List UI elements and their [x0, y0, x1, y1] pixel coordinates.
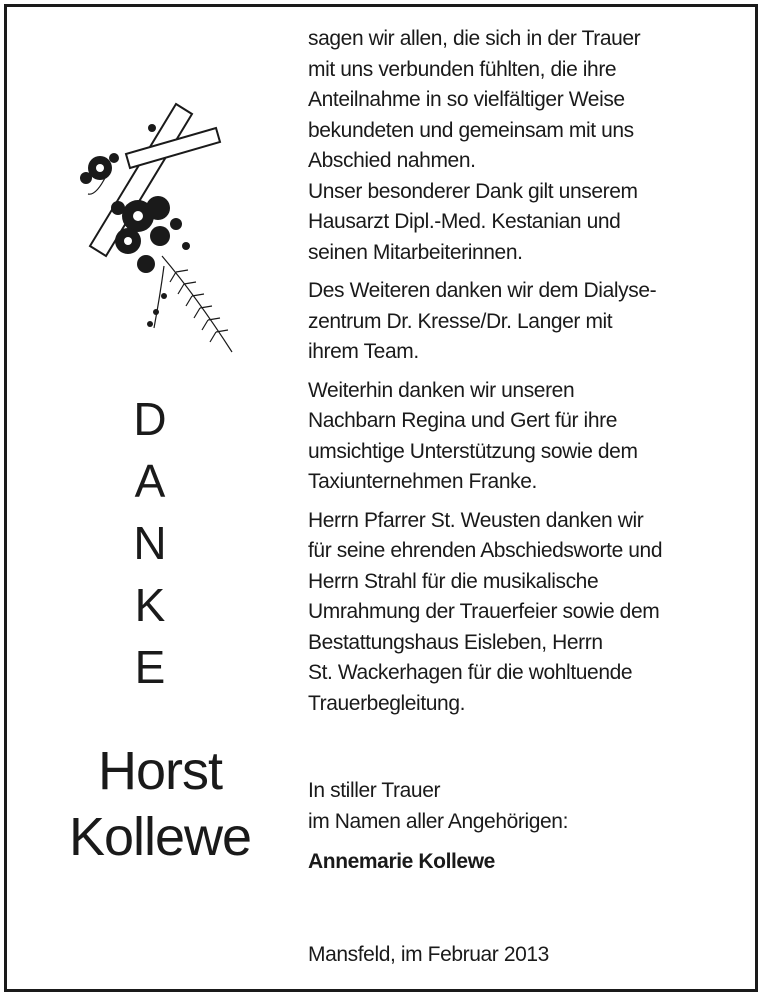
text-line: Hausarzt Dipl.-Med. Kestanian und — [308, 210, 621, 233]
paragraph-4 — [308, 506, 748, 720]
deceased-first-name: Horst — [97, 741, 222, 801]
text-line: im Namen aller Angehörigen: — [308, 809, 569, 833]
danke-letter: K — [134, 579, 166, 631]
text-line: Abschied nahmen. — [308, 149, 476, 172]
deceased-name — [30, 738, 290, 870]
text-line: seinen Mitarbeiterinnen. — [308, 240, 523, 264]
text-line: Anteilnahme in so vielfältiger Weise — [308, 88, 625, 111]
danke-letter: E — [134, 641, 166, 693]
text-line: umsichtige Unterstützung sowie dem — [308, 439, 638, 463]
deceased-last-name: Kollewe — [68, 807, 252, 867]
danke-letter: D — [133, 393, 167, 445]
text-line: mit uns verbunden fühlten, die ihre — [308, 57, 617, 81]
danke-letter: N — [133, 517, 167, 569]
text-line: ihrem Team. — [308, 340, 419, 363]
text-line: sagen wir allen, die sich in der Trauer — [308, 27, 641, 50]
paragraph-3 — [308, 376, 748, 498]
text-line: Nachbarn Regina und Gert für ihre — [308, 409, 617, 432]
text-line: Herrn Strahl für die musikalische — [308, 569, 599, 593]
danke-letter: A — [134, 455, 166, 507]
place-date: Mansfeld, im Februar 2013 — [308, 943, 549, 966]
text-line: In stiller Trauer — [308, 779, 441, 802]
signer-name: Annemarie Kollewe — [308, 850, 495, 873]
text-line: Taxiunternehmen Franke. — [308, 470, 537, 493]
text-line: bekundeten und gemeinsam mit uns — [308, 118, 634, 142]
text-line: Trauerbegleitung. — [308, 691, 466, 715]
text-line: Umrahmung der Trauerfeier sowie dem — [308, 600, 660, 623]
closing — [308, 776, 748, 878]
text-line: Weiterhin danken wir unseren — [308, 378, 575, 402]
text-line: Unser besonderer Dank gilt unserem — [308, 179, 638, 203]
paragraph-1 — [308, 24, 748, 268]
text-line: St. Wackerhagen für die wohltuende — [308, 661, 633, 684]
text-line: für seine ehrenden Abschiedsworte und — [308, 539, 663, 562]
text-line: zentrum Dr. Kresse/Dr. Langer mit — [308, 309, 613, 333]
cross-with-flowers-icon — [66, 96, 246, 356]
text-line: Bestattungshaus Eisleben, Herrn — [308, 630, 603, 654]
thanks-text — [308, 24, 748, 878]
text-line: Des Weiteren danken wir dem Dialyse- — [308, 279, 657, 302]
danke-vertical-heading — [110, 388, 190, 698]
text-line: Herrn Pfarrer St. Weusten danken wir — [308, 508, 644, 532]
paragraph-2 — [308, 276, 748, 368]
